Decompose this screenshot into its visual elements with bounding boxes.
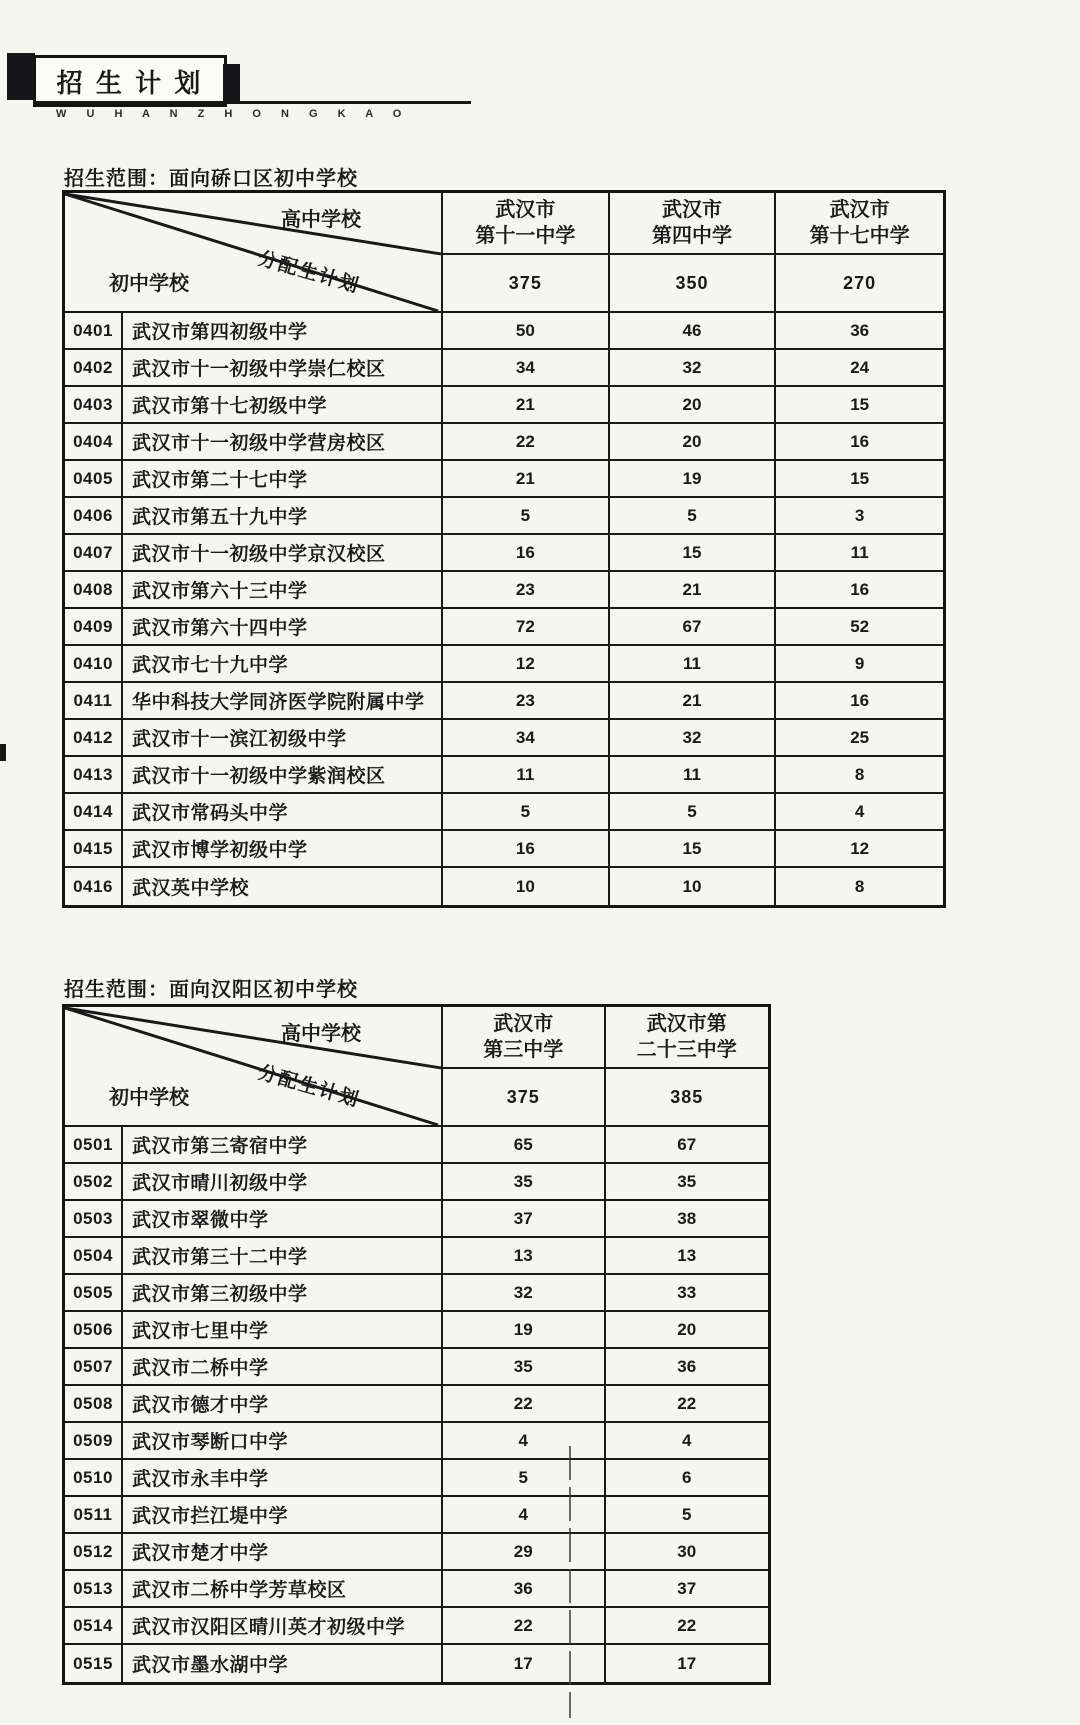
row-quota-value: 5 [443, 794, 610, 831]
row-quota-value: 16 [443, 535, 610, 572]
high-school-total-quota: 350 [610, 255, 777, 313]
page-header-banner [33, 55, 227, 107]
row-code: 0504 [65, 1238, 123, 1275]
row-quota-value: 21 [443, 387, 610, 424]
row-quota-value: 15 [610, 535, 777, 572]
high-school-name-header: 武汉市 第十七中学 [776, 193, 943, 255]
row-quota-value: 17 [677, 1653, 697, 1673]
row-school-name: 武汉市永丰中学 [123, 1460, 443, 1497]
row-quota-value: 6 [606, 1460, 769, 1497]
row-code: 0502 [65, 1164, 123, 1201]
row-code: 0415 [65, 831, 123, 868]
row-quota-value: 15 [610, 831, 777, 868]
row-school-name: 武汉市十一初级中学京汉校区 [123, 535, 443, 572]
row-school-name: 武汉市博学初级中学 [123, 831, 443, 868]
row-quota-value: 72 [443, 609, 610, 646]
row-school-name: 武汉英中学校 [123, 868, 443, 905]
row-quota-value: 22 [443, 424, 610, 461]
row-school-name: 武汉市楚才中学 [123, 1534, 443, 1571]
row-code: 0404 [65, 424, 123, 461]
row-quota-value: 10 [610, 868, 777, 905]
row-code: 0414 [65, 794, 123, 831]
row-quota-value: 19 [443, 1312, 606, 1349]
row-quota-value: 32 [610, 720, 777, 757]
row-school-name: 武汉市二桥中学芳草校区 [123, 1571, 443, 1608]
row-code: 0509 [65, 1423, 123, 1460]
row-quota-value: 21 [610, 572, 777, 609]
row-quota-value: 5 [610, 498, 777, 535]
row-quota-value: 13 [606, 1238, 769, 1275]
row-code: 0511 [65, 1497, 123, 1534]
header-underline [33, 101, 471, 104]
row-code: 0507 [65, 1349, 123, 1386]
row-code: 0402 [65, 350, 123, 387]
row-school-name: 武汉市第六十四中学 [123, 609, 443, 646]
row-code: 0513 [65, 1571, 123, 1608]
row-quota-value: 22 [606, 1386, 769, 1423]
header-subtitle-letters: W U H A N Z H O N G K A O [56, 108, 410, 120]
row-quota-value: 11 [443, 757, 610, 794]
row-code: 0413 [65, 757, 123, 794]
row-code: 0405 [65, 461, 123, 498]
row-quota-value: 36 [606, 1349, 769, 1386]
row-school-name: 武汉市第四初级中学 [123, 313, 443, 350]
row-code: 0503 [65, 1201, 123, 1238]
row-quota-value: 67 [606, 1127, 769, 1164]
row-quota-value: 20 [610, 424, 777, 461]
row-quota-value: 65 [443, 1127, 606, 1164]
row-quota-value: 12 [776, 831, 943, 868]
row-quota-value: 4 [443, 1497, 606, 1534]
allocation-table-hanyang [62, 1004, 771, 1685]
row-code: 0412 [65, 720, 123, 757]
row-quota-value: 29 [443, 1534, 606, 1571]
page-title: 招 生 计 划 [56, 67, 204, 98]
corner-label-high-school: 高中学校 [281, 1023, 361, 1045]
row-quota-value: 16 [443, 831, 610, 868]
row-code: 0409 [65, 609, 123, 646]
row-quota-value: 36 [443, 1571, 606, 1608]
row-code: 0508 [65, 1386, 123, 1423]
row-school-name: 武汉市翠微中学 [123, 1201, 443, 1238]
row-quota-value: 36 [776, 313, 943, 350]
row-quota-value: 24 [776, 350, 943, 387]
row-quota-value: 34 [443, 350, 610, 387]
table2-corner-cell [65, 1007, 443, 1127]
row-school-name: 武汉市汉阳区晴川英才初级中学 [123, 1608, 443, 1645]
row-quota-value: 5 [606, 1497, 769, 1534]
row-code: 0401 [65, 313, 123, 350]
row-code: 0410 [65, 646, 123, 683]
row-quota-value: 67 [610, 609, 777, 646]
high-school-total-quota: 385 [606, 1069, 769, 1127]
row-quota-value: 8 [854, 876, 865, 896]
row-quota-value: 38 [606, 1201, 769, 1238]
row-quota-value: 21 [443, 461, 610, 498]
row-quota-value: 20 [606, 1312, 769, 1349]
row-school-name: 武汉市德才中学 [123, 1386, 443, 1423]
row-quota-value: 21 [610, 683, 777, 720]
row-code: 0505 [65, 1275, 123, 1312]
row-school-name: 武汉市十一初级中学紫润校区 [123, 757, 443, 794]
row-school-name: 武汉市第五十九中学 [123, 498, 443, 535]
high-school-total-quota: 270 [776, 255, 943, 313]
row-quota-value: 10 [443, 868, 610, 905]
table2-scope-title: 招生范围：面向汉阳区初中学校 [64, 979, 358, 1001]
row-quota-value: 32 [443, 1275, 606, 1312]
row-code: 0406 [65, 498, 123, 535]
row-quota-value: 33 [606, 1275, 769, 1312]
logo-right-block [223, 64, 240, 104]
high-school-name-header: 武汉市 第三中学 [443, 1007, 606, 1069]
row-quota-value: 5 [610, 794, 777, 831]
row-quota-value: 30 [606, 1534, 769, 1571]
row-school-name: 武汉市第二十七中学 [123, 461, 443, 498]
table1-corner-cell [65, 193, 443, 313]
row-school-name: 武汉市二桥中学 [123, 1349, 443, 1386]
row-code: 0407 [65, 535, 123, 572]
row-school-name: 武汉市第三寄宿中学 [123, 1127, 443, 1164]
row-quota-value: 22 [443, 1386, 606, 1423]
row-code: 0416 [65, 868, 123, 905]
row-school-name: 武汉市墨水湖中学 [123, 1645, 443, 1682]
row-quota-value: 16 [776, 572, 943, 609]
table1-scope-title: 招生范围：面向硚口区初中学校 [64, 168, 358, 190]
row-school-name: 武汉市七十九中学 [123, 646, 443, 683]
high-school-name-header: 武汉市 第十一中学 [443, 193, 610, 255]
row-quota-value: 5 [443, 1460, 606, 1497]
row-quota-value: 46 [610, 313, 777, 350]
corner-label-middle-school: 初中学校 [109, 273, 189, 295]
row-quota-value: 13 [443, 1238, 606, 1275]
row-quota-value: 16 [776, 424, 943, 461]
row-quota-value: 4 [443, 1423, 606, 1460]
row-school-name: 武汉市常码头中学 [123, 794, 443, 831]
row-school-name: 武汉市第三初级中学 [123, 1275, 443, 1312]
row-quota-value: 50 [443, 313, 610, 350]
row-quota-value: 34 [443, 720, 610, 757]
row-school-name: 武汉市第三十二中学 [123, 1238, 443, 1275]
high-school-name-header: 武汉市第 二十三中学 [606, 1007, 769, 1069]
row-quota-value: 19 [610, 461, 777, 498]
row-quota-value: 35 [606, 1164, 769, 1201]
row-quota-value: 52 [776, 609, 943, 646]
row-quota-value: 20 [610, 387, 777, 424]
row-quota-value: 32 [610, 350, 777, 387]
row-school-name: 武汉市十一滨江初级中学 [123, 720, 443, 757]
logo-left-block [7, 53, 35, 100]
row-quota-value: 17 [443, 1645, 606, 1682]
row-quota-value: 35 [443, 1349, 606, 1386]
row-code: 0514 [65, 1608, 123, 1645]
row-quota-value: 4 [606, 1423, 769, 1460]
row-quota-value: 15 [776, 387, 943, 424]
row-quota-value: 25 [776, 720, 943, 757]
row-school-name: 武汉市七里中学 [123, 1312, 443, 1349]
row-quota-value: 22 [606, 1608, 769, 1645]
high-school-total-quota: 375 [443, 1069, 606, 1127]
row-quota-value: 11 [776, 535, 943, 572]
row-quota-value: 35 [443, 1164, 606, 1201]
row-quota-value: 11 [610, 757, 777, 794]
row-school-name: 华中科技大学同济医学院附属中学 [123, 683, 443, 720]
row-quota-value: 3 [776, 498, 943, 535]
row-school-name: 武汉市十一初级中学营房校区 [123, 424, 443, 461]
row-quota-value: 22 [443, 1608, 606, 1645]
row-code: 0515 [65, 1645, 123, 1682]
row-quota-value: 23 [443, 572, 610, 609]
row-quota-value: 15 [776, 461, 943, 498]
high-school-name-header: 武汉市 第四中学 [610, 193, 777, 255]
corner-label-high-school: 高中学校 [281, 209, 361, 231]
corner-label-middle-school: 初中学校 [109, 1087, 189, 1109]
row-quota-value: 11 [610, 646, 777, 683]
row-code: 0506 [65, 1312, 123, 1349]
corner-label-allocation-plan: 分配生计划 [255, 1062, 363, 1112]
row-quota-value: 8 [776, 757, 943, 794]
row-quota-value: 12 [443, 646, 610, 683]
scan-artifact-left-edge [0, 744, 6, 761]
row-quota-value: 9 [776, 646, 943, 683]
row-quota-value: 23 [443, 683, 610, 720]
row-school-name: 武汉市晴川初级中学 [123, 1164, 443, 1201]
row-school-name: 武汉市琴断口中学 [123, 1423, 443, 1460]
high-school-total-quota: 375 [443, 255, 610, 313]
row-quota-value: 37 [443, 1201, 606, 1238]
row-quota-value: 5 [443, 498, 610, 535]
row-quota-value: 37 [606, 1571, 769, 1608]
corner-label-allocation-plan: 分配生计划 [255, 248, 363, 298]
row-code: 0510 [65, 1460, 123, 1497]
allocation-table-qiaokou [62, 190, 946, 908]
row-code: 0512 [65, 1534, 123, 1571]
row-quota-value: 16 [776, 683, 943, 720]
row-code: 0411 [65, 683, 123, 720]
scan-artifact-vertical-line [569, 1446, 571, 1718]
row-school-name: 武汉市十一初级中学崇仁校区 [123, 350, 443, 387]
row-school-name: 武汉市拦江堤中学 [123, 1497, 443, 1534]
row-code: 0408 [65, 572, 123, 609]
row-code: 0501 [65, 1127, 123, 1164]
row-school-name: 武汉市第六十三中学 [123, 572, 443, 609]
row-quota-value: 4 [776, 794, 943, 831]
row-code: 0403 [65, 387, 123, 424]
row-school-name: 武汉市第十七初级中学 [123, 387, 443, 424]
